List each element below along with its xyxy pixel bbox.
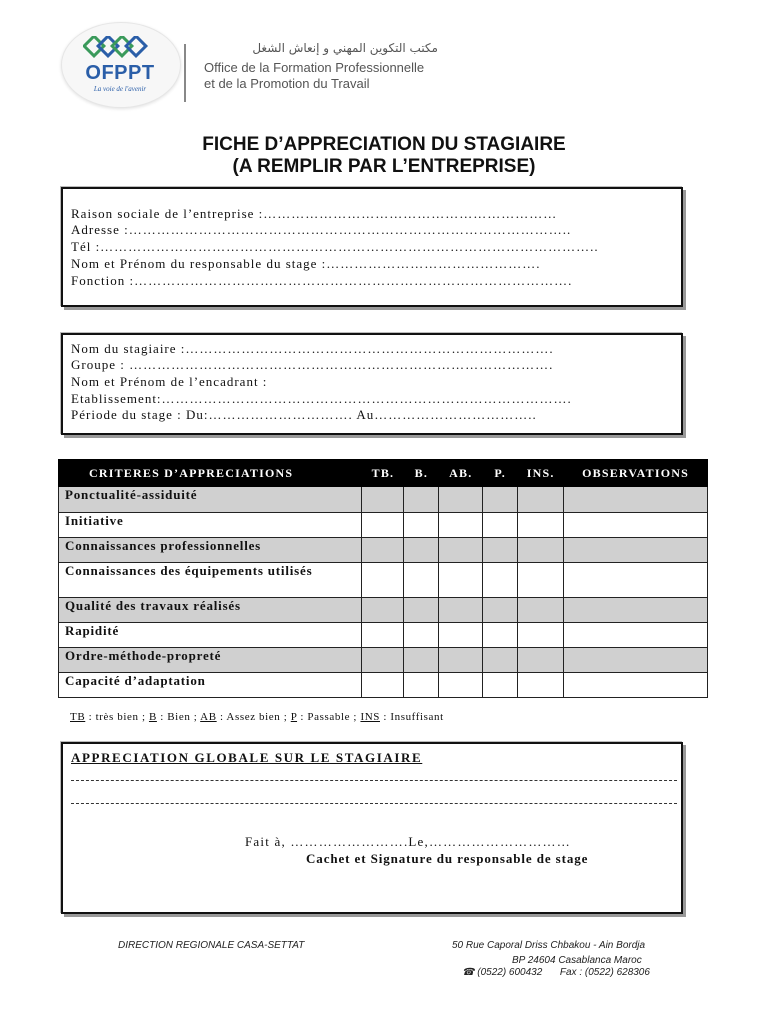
logo-name: OFPPT [85,62,155,84]
ab-cell[interactable] [439,623,483,648]
ab-cell[interactable] [439,538,483,563]
footer-phone: (0522) 600432 [477,967,543,978]
table-row [59,513,708,538]
ab-header: AB. [439,460,483,487]
appreciation-line-1[interactable] [71,780,677,781]
criterion-label: Rapidité [59,623,362,648]
observations-cell[interactable] [564,623,708,648]
ins-cell[interactable] [518,648,564,673]
ab-cell[interactable] [439,648,483,673]
phone-icon: ☎ [462,967,475,978]
table-row [59,673,708,698]
ab-cell[interactable] [439,598,483,623]
p-cell[interactable] [483,623,518,648]
observations-cell[interactable] [564,648,708,673]
legend-p-text: : Passable ; [297,711,361,723]
institution-field[interactable]: Etablissement:……………………………………………………………………………. [71,391,572,406]
p-cell[interactable] [483,513,518,538]
logo-motto: La voie de l'avenir [93,85,147,93]
p-cell[interactable] [483,487,518,513]
legend-ab-text: : Assez bien ; [216,711,291,723]
ins-cell[interactable] [518,598,564,623]
position-field[interactable]: Fonction :…………………………………………………………………………………. [71,273,573,288]
legend-ins: INS [360,711,380,723]
criterion-label: Connaissances professionnelles [59,538,362,563]
table-row [59,598,708,623]
observations-header: OBSERVATIONS [564,460,708,487]
responsible-name-field[interactable]: Nom et Prénom du responsable du stage :………………………………………. [71,256,541,271]
legend-tb: TB [70,711,86,723]
table-row [59,538,708,563]
table-row [59,623,708,648]
footer-contact [462,967,650,978]
org-name-arabic: مكتب التكوين المهني و إنعاش الشغل [252,41,438,55]
ins-cell[interactable] [518,673,564,698]
footer-address-line2: BP 24604 Casablanca Maroc [512,955,642,966]
ab-cell[interactable] [439,487,483,513]
ab-cell[interactable] [439,513,483,538]
tb-cell[interactable] [362,487,404,513]
header-divider [184,44,186,102]
company-name-field[interactable]: Raison sociale de l’entreprise :……………………………………………………… [71,206,558,221]
criterion-label: Ordre-méthode-propreté [59,648,362,673]
form-title: FICHE D’APPRECIATION DU STAGIAIRE [202,134,566,155]
trainee-name-field[interactable]: Nom du stagiaire :……………………………………………………………………. [71,341,554,356]
observations-cell[interactable] [564,538,708,563]
b-cell[interactable] [404,648,439,673]
b-cell[interactable] [404,673,439,698]
observations-cell[interactable] [564,513,708,538]
b-header: B. [404,460,439,487]
observations-cell[interactable] [564,487,708,513]
tb-cell[interactable] [362,648,404,673]
b-cell[interactable] [404,563,439,598]
criterion-label: Qualité des travaux réalisés [59,598,362,623]
b-cell[interactable] [404,538,439,563]
p-header: P. [483,460,518,487]
tb-cell[interactable] [362,513,404,538]
org-name-line2: et de la Promotion du Travail [204,76,370,91]
group-field[interactable]: Groupe : ………………………………………………………………………………. [71,357,554,372]
legend-b: B [148,711,157,723]
form-subtitle: (A REMPLIR PAR L’ENTREPRISE) [232,156,536,177]
criterion-label: Capacité d’adaptation [59,673,362,698]
b-cell[interactable] [404,598,439,623]
footer-fax: Fax : (0522) 628306 [559,967,650,978]
signature-label: Cachet et Signature du responsable de stage [306,851,589,866]
supervisor-name-field[interactable]: Nom et Prénom de l’encadrant : [71,374,268,389]
table-row [59,563,708,598]
trainee-info-box [61,333,683,435]
footer-direction: DIRECTION REGIONALE CASA-SETTAT [118,940,305,951]
legend-tb-text: : très bien ; [85,711,149,723]
b-cell[interactable] [404,623,439,648]
tb-cell[interactable] [362,538,404,563]
grading-legend [70,711,444,723]
tb-cell[interactable] [362,623,404,648]
legend-p: P [290,711,298,723]
ofppt-logo-mark-icon [83,36,153,58]
ins-cell[interactable] [518,538,564,563]
p-cell[interactable] [483,598,518,623]
table-row [59,648,708,673]
criterion-label: Ponctualité-assiduité [59,487,362,513]
observations-cell[interactable] [564,598,708,623]
criteria-header-row [59,460,708,487]
criterion-label: Connaissances des équipements utilisés [59,563,362,598]
global-appreciation-box [61,742,683,914]
ab-cell[interactable] [439,563,483,598]
ins-cell[interactable] [518,563,564,598]
criteria-header: CRITERES D’APPRECIATIONS [59,460,362,487]
legend-ins-text: : Insuffisant [379,711,444,723]
appreciation-line-2[interactable] [71,803,677,804]
address-field[interactable]: Adresse :………………………………………………………………………………….. [71,222,572,237]
legend-ab: AB [200,711,217,723]
ab-cell[interactable] [439,673,483,698]
p-cell[interactable] [483,538,518,563]
global-appreciation-title: APPRECIATION GLOBALE SUR LE STAGIAIRE [71,750,423,765]
criteria-table [58,459,708,698]
criterion-label: Initiative [59,513,362,538]
tb-cell[interactable] [362,598,404,623]
observations-cell[interactable] [564,563,708,598]
legend-b-text: : Bien ; [156,711,201,723]
ins-header: INS. [518,460,564,487]
p-cell[interactable] [483,673,518,698]
tb-cell[interactable] [362,673,404,698]
phone-field[interactable]: Tél :…………………………………………………………………………………………….. [71,239,599,254]
footer-address-line1: 50 Rue Caporal Driss Chbakou - Ain Bordja [452,940,646,951]
org-name-line1: Office de la Formation Professionnelle [204,60,425,75]
observations-cell[interactable] [564,673,708,698]
b-cell[interactable] [404,487,439,513]
ins-cell[interactable] [518,513,564,538]
tb-header: TB. [362,460,404,487]
ins-cell[interactable] [518,623,564,648]
ins-cell[interactable] [518,487,564,513]
p-cell[interactable] [483,648,518,673]
b-cell[interactable] [404,513,439,538]
table-row [59,487,708,513]
company-info-box [61,187,683,307]
place-date-field[interactable]: Fait à, …………………….Le,………………………… [245,834,571,849]
p-cell[interactable] [483,563,518,598]
tb-cell[interactable] [362,563,404,598]
period-field[interactable]: Période du stage : Du:…………………………. Au…………………………….. [71,407,537,422]
